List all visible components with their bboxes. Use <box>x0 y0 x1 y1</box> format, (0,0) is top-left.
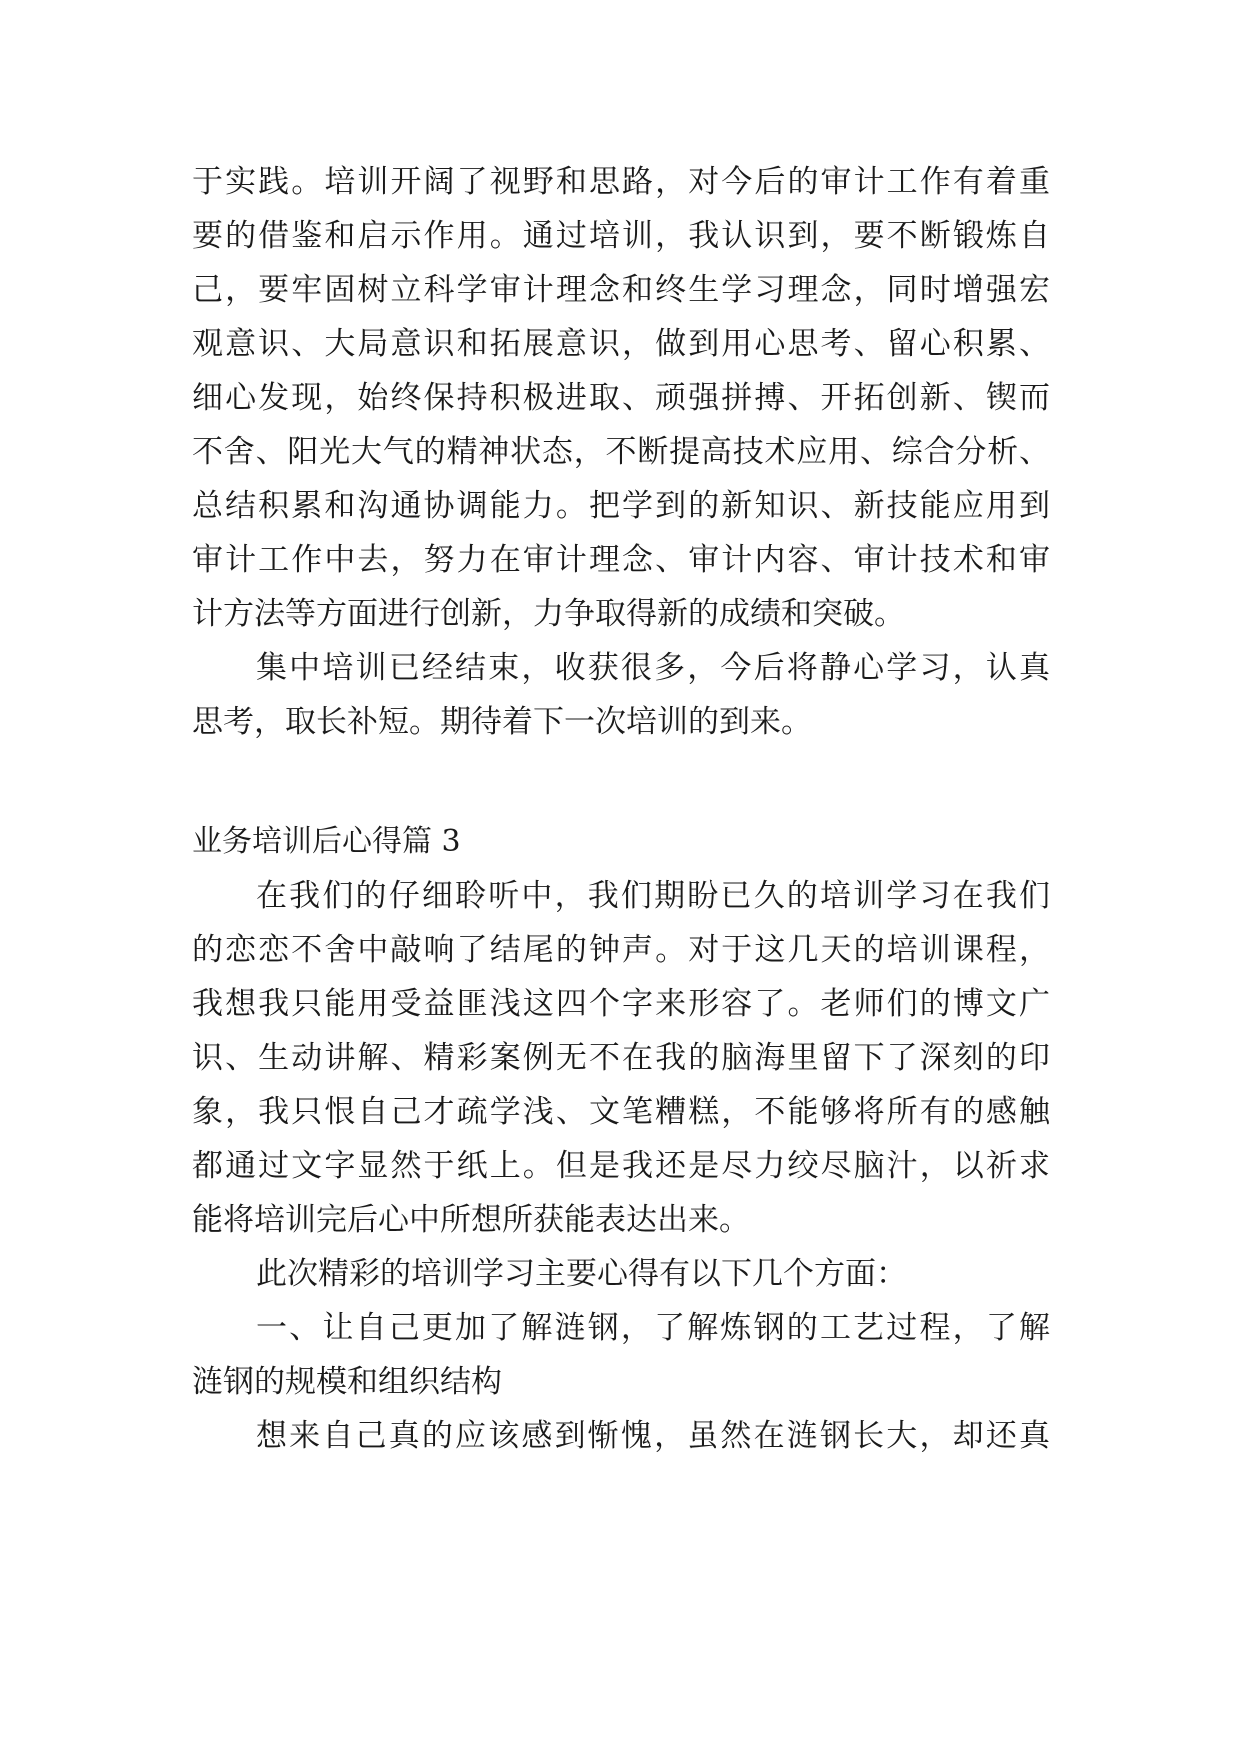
paragraph-line: 计方法等方面进行创新，力争取得新的成绩和突破。 <box>192 596 905 632</box>
paragraph-line: 涟钢的规模和组织结构 <box>192 1364 502 1400</box>
paragraph-line: 识、生动讲解、精彩案例无不在我的脑海里留下了深刻的印 <box>192 1040 1050 1076</box>
paragraph-line: 要的借鉴和启示作用。通过培训，我认识到，要不断锻炼自 <box>192 218 1050 254</box>
paragraph-line: 都通过文字显然于纸上。但是我还是尽力绞尽脑汁，以祈求 <box>192 1148 1050 1184</box>
paragraph-line: 观意识、大局意识和拓展意识，做到用心思考、留心积累、 <box>192 326 1050 362</box>
paragraph-line: 能将培训完后心中所想所获能表达出来。 <box>192 1202 750 1238</box>
paragraph-line: 此次精彩的培训学习主要心得有以下几个方面： <box>256 1256 907 1292</box>
paragraph-line: 一、让自己更加了解涟钢，了解炼钢的工艺过程，了解 <box>256 1310 1050 1346</box>
paragraph-line: 审计工作中去，努力在审计理念、审计内容、审计技术和审 <box>192 542 1050 578</box>
paragraph-line: 思考，取长补短。期待着下一次培训的到来。 <box>192 704 812 740</box>
paragraph-line: 集中培训已经结束，收获很多，今后将静心学习，认真 <box>256 650 1050 686</box>
paragraph-line: 不舍、阳光大气的精神状态，不断提高技术应用、综合分析、 <box>192 434 1050 470</box>
section-heading: 业务培训后心得篇 3 <box>192 824 461 859</box>
paragraph-line: 象，我只恨自己才疏学浅、文笔糟糕，不能够将所有的感触 <box>192 1094 1050 1130</box>
paragraph-line: 己，要牢固树立科学审计理念和终生学习理念，同时增强宏 <box>192 272 1050 308</box>
paragraph-line: 总结积累和沟通协调能力。把学到的新知识、新技能应用到 <box>192 488 1050 524</box>
paragraph-line: 于实践。培训开阔了视野和思路，对今后的审计工作有着重 <box>192 164 1050 200</box>
paragraph-line: 细心发现，始终保持积极进取、顽强拼搏、开拓创新、锲而 <box>192 380 1050 416</box>
paragraph-line: 想来自己真的应该感到惭愧，虽然在涟钢长大，却还真 <box>256 1418 1050 1454</box>
paragraph-line: 的恋恋不舍中敲响了结尾的钟声。对于这几天的培训课程， <box>192 932 1050 968</box>
paragraph-line: 我想我只能用受益匪浅这四个字来形容了。老师们的博文广 <box>192 986 1050 1022</box>
paragraph-line: 在我们的仔细聆听中，我们期盼已久的培训学习在我们 <box>256 878 1050 914</box>
